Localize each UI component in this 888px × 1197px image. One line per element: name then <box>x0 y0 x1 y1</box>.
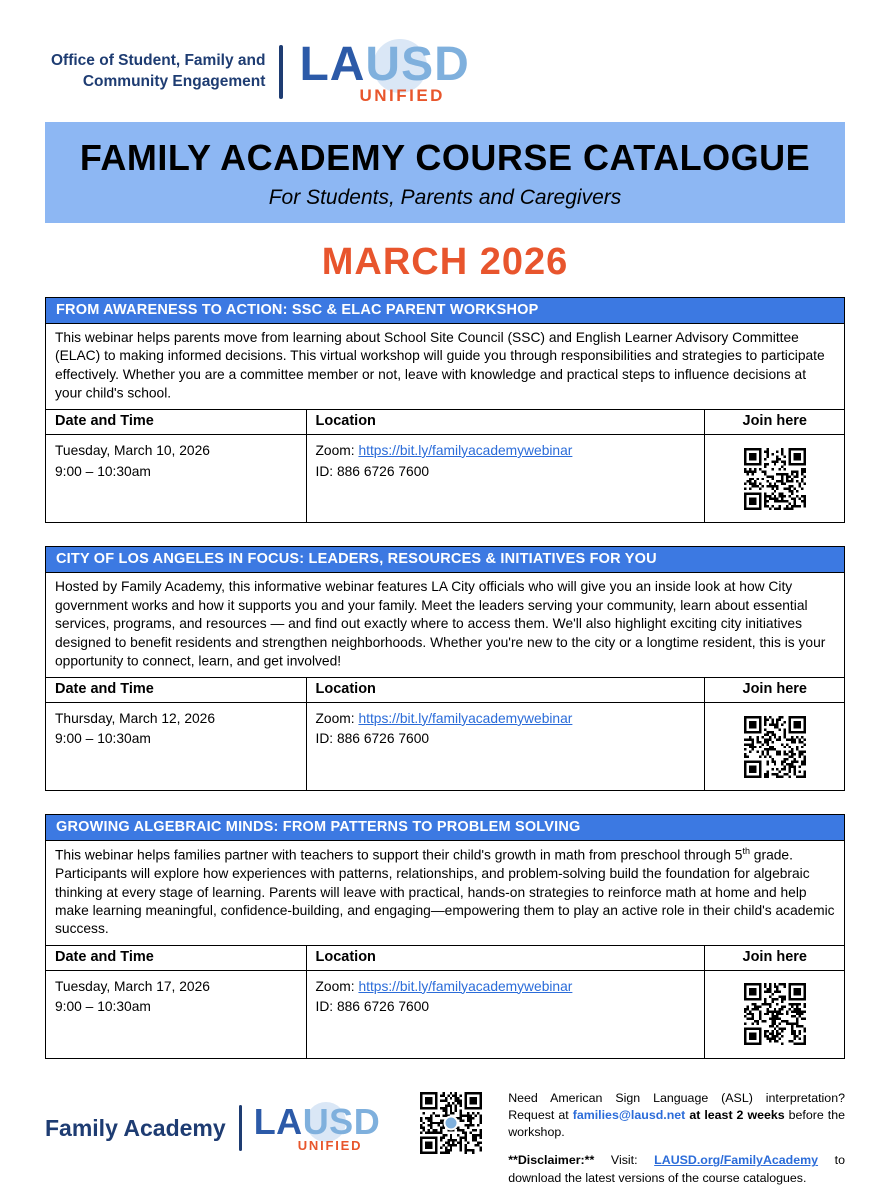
lausd-wordmark <box>254 1101 381 1142</box>
col-header-join-here: Join here <box>704 946 845 971</box>
zoom-link[interactable]: https://bit.ly/familyacademywebinar <box>358 442 573 458</box>
meeting-id: ID: 886 6726 7600 <box>315 999 430 1015</box>
asl-note <box>508 1090 845 1141</box>
course-table <box>46 678 845 791</box>
table-row <box>46 702 845 790</box>
lausd-la: LA <box>253 1101 303 1143</box>
lausd-wordmark <box>299 38 469 91</box>
asl-text: before the workshop. <box>508 1108 846 1140</box>
table-row <box>46 434 845 522</box>
qr-code <box>744 448 806 510</box>
disclaimer-note <box>508 1152 845 1186</box>
course-table <box>46 410 845 523</box>
location-cell <box>306 434 704 522</box>
footer-brand-block <box>45 1101 381 1154</box>
qr-code <box>744 983 806 1045</box>
course-title: FROM AWARENESS TO ACTION: SSC & ELAC PARENT WORKSHOP <box>46 298 844 324</box>
date-line: Tuesday, March 17, 2026 <box>55 978 210 994</box>
families-email-link[interactable]: families@lausd.net <box>572 1108 686 1123</box>
date-time-cell <box>46 702 306 790</box>
time-line: 9:00 – 10:30am <box>55 731 151 747</box>
date-line: Tuesday, March 10, 2026 <box>55 442 210 458</box>
col-header-location: Location <box>306 678 704 703</box>
zoom-link[interactable]: https://bit.ly/familyacademywebinar <box>358 710 573 726</box>
col-header-location: Location <box>306 946 704 971</box>
lausd-la: LA <box>299 37 366 91</box>
disclaimer-text: Visit: <box>594 1153 655 1168</box>
month-heading: MARCH 2026 <box>321 241 569 283</box>
description-text: Hosted by Family Academy, this informative webinar features LA City officials who will give you an inside look at how City government works and how it supports you and your family. Meet the leaders serving your community, learn about essential services, programs, and resources — and find out exactly where to access them. We'll also highlight exciting city initiatives designed to benefit residents and strengthen neighborhoods. Whether you're new to the city or a longtime resident, this is your opportunity to connect, learn, and get involved! <box>55 579 826 669</box>
join-cell <box>704 702 845 790</box>
course-title: GROWING ALGEBRAIC MINDS: FROM PATTERNS TO PROBLEM SOLVING <box>46 815 844 841</box>
location-cell <box>306 702 704 790</box>
col-header-join-here: Join here <box>704 410 845 435</box>
col-header-location: Location <box>306 410 704 435</box>
date-line: Thursday, March 12, 2026 <box>55 710 216 726</box>
zoom-label: Zoom: <box>315 442 359 458</box>
col-header-date-time: Date and Time <box>46 678 306 703</box>
course-table <box>46 946 845 1059</box>
join-cell <box>704 970 845 1058</box>
disclaimer-text: to download the latest versions of the course catalogues. <box>508 1153 846 1185</box>
superscript: th <box>742 846 750 857</box>
lausd-usd: USD <box>302 1101 381 1143</box>
course-section-ssc-elac <box>45 297 845 523</box>
qr-center-logo-icon <box>444 1116 459 1131</box>
family-academy-brand: Family Academy <box>45 1114 226 1141</box>
lausd-usd: USD <box>365 37 470 91</box>
banner <box>45 122 845 223</box>
course-section-algebraic-minds <box>45 814 845 1059</box>
lausd-logo <box>299 37 470 105</box>
catalogue-title: FAMILY ACADEMY COURSE CATALOGUE <box>79 137 811 178</box>
join-cell <box>704 434 845 522</box>
asl-text: Need American Sign Language (ASL) interpretation? Request at <box>508 1091 845 1123</box>
course-description <box>46 573 844 677</box>
zoom-label: Zoom: <box>315 710 359 726</box>
footer-qr-block <box>420 1092 482 1154</box>
lausd-unified: UNIFIED <box>359 85 445 105</box>
date-time-cell <box>46 970 306 1058</box>
footer-text <box>508 1090 845 1187</box>
footer <box>45 1082 845 1187</box>
lausd-family-academy-link[interactable]: LAUSD.org/FamilyAcademy <box>654 1153 819 1168</box>
course-description <box>46 841 844 945</box>
divider <box>279 45 283 99</box>
office-title-line1: Office of Student, Family and <box>51 52 266 70</box>
meeting-id: ID: 886 6726 7600 <box>315 463 430 479</box>
col-header-join-here: Join here <box>704 678 845 703</box>
asl-bold-text: at least 2 weeks <box>689 1108 785 1123</box>
date-time-cell <box>46 434 306 522</box>
catalogue-subtitle: For Students, Parents and Caregivers <box>268 186 622 209</box>
lausd-unified: UNIFIED <box>297 1138 363 1154</box>
table-row <box>46 970 845 1058</box>
col-header-date-time: Date and Time <box>46 410 306 435</box>
office-title <box>51 51 265 93</box>
time-line: 9:00 – 10:30am <box>55 999 151 1015</box>
course-description <box>46 324 844 410</box>
location-cell <box>306 970 704 1058</box>
description-text: This webinar helps parents move from learning about School Site Council (SSC) and English Learner Advisory Committee (ELAC) to making informed decisions. This virtual workshop will guide you through responsibilities and strategies to participate effectively. Whether you are a committee member or not, leave with knowledge and practical steps to influence decisions at your child's school. <box>55 330 825 401</box>
meeting-id: ID: 886 6726 7600 <box>315 731 430 747</box>
zoom-link[interactable]: https://bit.ly/familyacademywebinar <box>358 978 573 994</box>
top-header <box>51 36 845 108</box>
divider <box>239 1105 242 1151</box>
office-title-line2: Community Engagement <box>82 73 266 90</box>
qr-code <box>744 716 806 778</box>
zoom-label: Zoom: <box>315 978 359 994</box>
course-section-la-city <box>45 546 845 791</box>
lausd-logo <box>253 1101 381 1154</box>
course-title: CITY OF LOS ANGELES IN FOCUS: LEADERS, RESOURCES & INITIATIVES FOR YOU <box>46 547 844 573</box>
description-text: grade. Participants will explore how experiences with patterns, relationships, and problem-solving build the foundation for algebraic thinking at every stage of learning. Parents will leave with practical, hands-on strategies to reinforce math at home and help make learning meaningful, confidence-building, and engaging—empowering them to play an active role in their child's academic success. <box>55 847 835 937</box>
description-text: This webinar helps families partner with teachers to support their child's growth in math from preschool through 5 <box>55 847 743 863</box>
disclaimer-label: **Disclaimer:** <box>508 1153 595 1168</box>
time-line: 9:00 – 10:30am <box>55 463 151 479</box>
col-header-date-time: Date and Time <box>46 946 306 971</box>
